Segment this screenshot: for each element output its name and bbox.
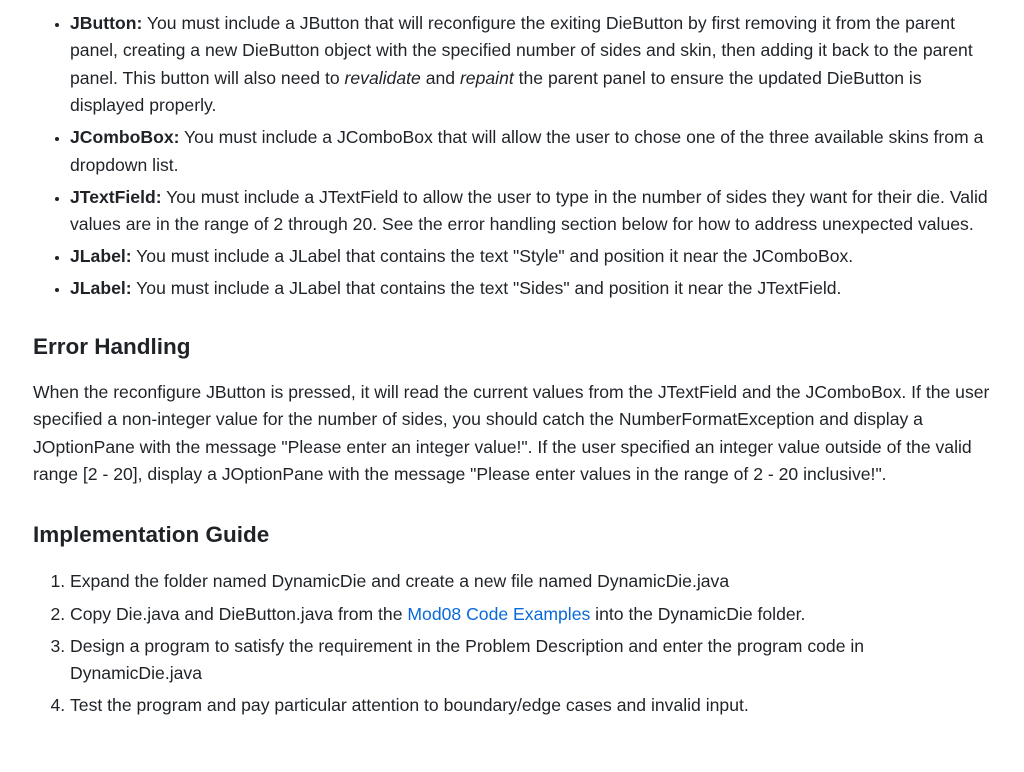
step-text: Copy Die.java and DieButton.java from the xyxy=(70,603,408,624)
error-handling-paragraph: When the reconfigure JButton is pressed, it will read the current values from the JTextField and the JComboBox. If the user specified a non-integer value for the number of sides, you should catch the NumberFormatException and display a JOptionPane with the message "Please enter an integer value!". If the user specified an integer value outside of the valid range [2 - 20], display a JOptionPane with the message "Please enter values in the range of 2 - 20 inclusive!". xyxy=(33,381,990,485)
step-text: Expand the folder named DynamicDie and create a new file named DynamicDie.java xyxy=(70,571,730,592)
emphasis-revalidate: revalidate xyxy=(344,67,421,88)
requirement-jcombobox xyxy=(70,124,993,179)
requirement-text: You must include a JTextField to allow the user to type in the number of sides they want for their die. Valid values are in the range of 2 through 20. See the error handling section below for how to address unexpected values. xyxy=(70,186,988,235)
error-handling-heading: Error Handling xyxy=(33,333,191,359)
implementation-steps-list xyxy=(33,568,993,719)
requirement-jlabel-style xyxy=(70,243,993,270)
requirement-jbutton xyxy=(70,10,993,120)
requirement-term: JButton: xyxy=(70,13,143,33)
step-text: Test the program and pay particular attention to boundary/edge cases and invalid input. xyxy=(70,695,749,716)
requirement-text: You must include a JLabel that contains the text "Sides" and position it near the JTextField. xyxy=(131,278,842,299)
requirement-jlabel-sides xyxy=(70,275,993,302)
requirement-jtextfield xyxy=(70,184,993,239)
requirement-text: You must include a JLabel that contains the text "Style" and position it near the JComboBox. xyxy=(131,246,854,267)
requirement-text: the parent panel to ensure the updated DieButton is displayed properly. xyxy=(70,67,922,116)
document-body xyxy=(33,10,993,724)
step-item xyxy=(70,633,993,688)
mod08-code-examples-link[interactable]: Mod08 Code Examples xyxy=(407,603,591,624)
requirement-term: JTextField: xyxy=(70,186,162,207)
requirements-list xyxy=(33,10,993,303)
implementation-guide-heading: Implementation Guide xyxy=(33,522,270,548)
step-text: Design a program to satisfy the requirement in the Problem Description and enter the program code in DynamicDie.java xyxy=(70,635,865,684)
step-text: into the DynamicDie folder. xyxy=(590,603,806,624)
step-item xyxy=(70,692,993,719)
requirement-term: JComboBox: xyxy=(70,127,180,148)
requirement-text: You must include a JComboBox that will allow the user to chose one of the three available skins from a dropdown list. xyxy=(70,127,984,175)
step-item xyxy=(70,568,993,595)
step-item xyxy=(70,601,993,628)
emphasis-repaint: repaint xyxy=(459,67,514,88)
requirement-term: JLabel: xyxy=(70,278,132,299)
requirement-text: and xyxy=(420,67,460,88)
requirement-text: You must include a JButton that will reconfigure the exiting DieButton by first removing it from the parent panel, creating a new DieButton object with the specified number of sides and skin, then adding it back to the parent panel. This button will also need to xyxy=(70,13,973,88)
requirement-term: JLabel: xyxy=(70,246,132,267)
